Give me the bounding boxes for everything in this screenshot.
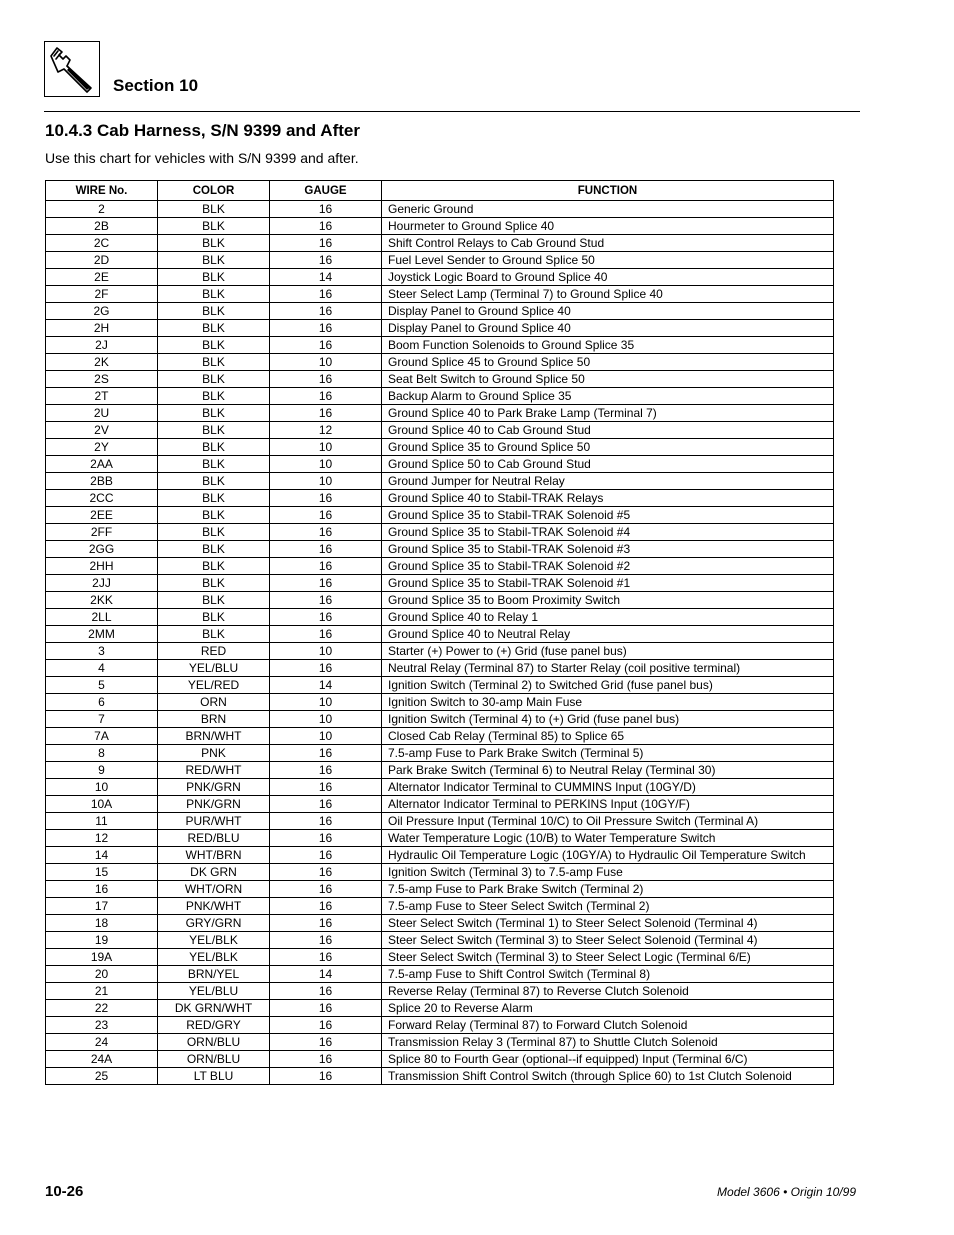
cell-gauge: 16: [270, 745, 382, 762]
cell-color: ORN: [158, 694, 270, 711]
header-wire-no: WIRE No.: [46, 181, 158, 201]
cell-wire-no: 2S: [46, 371, 158, 388]
table-row: [46, 490, 834, 507]
table-row: [46, 337, 834, 354]
cell-wire-no: 2J: [46, 337, 158, 354]
cell-function: Boom Function Solenoids to Ground Splice 35: [382, 337, 834, 354]
cell-function: Ground Splice 40 to Park Brake Lamp (Terminal 7): [382, 405, 834, 422]
cell-wire-no: 5: [46, 677, 158, 694]
table-row: [46, 643, 834, 660]
cell-wire-no: 2G: [46, 303, 158, 320]
table-row: [46, 915, 834, 932]
cell-function: Ignition Switch to 30-amp Main Fuse: [382, 694, 834, 711]
table-row: [46, 847, 834, 864]
table-row: [46, 405, 834, 422]
cell-function: Hourmeter to Ground Splice 40: [382, 218, 834, 235]
cell-color: BLK: [158, 320, 270, 337]
cell-wire-no: 19A: [46, 949, 158, 966]
cell-gauge: 16: [270, 575, 382, 592]
cell-color: BLK: [158, 524, 270, 541]
cell-color: BLK: [158, 218, 270, 235]
cell-wire-no: 2H: [46, 320, 158, 337]
cell-function: Closed Cab Relay (Terminal 85) to Splice 65: [382, 728, 834, 745]
table-row: [46, 286, 834, 303]
cell-wire-no: 24: [46, 1034, 158, 1051]
cell-wire-no: 2V: [46, 422, 158, 439]
cell-gauge: 14: [270, 677, 382, 694]
cell-function: 7.5-amp Fuse to Park Brake Switch (Terminal 2): [382, 881, 834, 898]
cell-gauge: 16: [270, 201, 382, 218]
cell-gauge: 16: [270, 405, 382, 422]
cell-color: BLK: [158, 575, 270, 592]
cell-gauge: 16: [270, 660, 382, 677]
cell-function: Joystick Logic Board to Ground Splice 40: [382, 269, 834, 286]
cell-wire-no: 2HH: [46, 558, 158, 575]
cell-wire-no: 16: [46, 881, 158, 898]
table-header-row: [46, 181, 834, 201]
footer-model: Model 3606 • Origin 10/99: [717, 1185, 856, 1199]
cell-function: Ground Splice 35 to Stabil-TRAK Solenoid #2: [382, 558, 834, 575]
table-row: [46, 983, 834, 1000]
table-row: [46, 575, 834, 592]
cell-color: WHT/BRN: [158, 847, 270, 864]
cell-color: BLK: [158, 286, 270, 303]
section-logo: [44, 41, 100, 97]
cell-color: LT BLU: [158, 1068, 270, 1085]
cell-wire-no: 22: [46, 1000, 158, 1017]
cell-gauge: 10: [270, 354, 382, 371]
cell-wire-no: 15: [46, 864, 158, 881]
cell-gauge: 16: [270, 847, 382, 864]
table-row: [46, 201, 834, 218]
cell-color: YEL/BLK: [158, 932, 270, 949]
cell-wire-no: 21: [46, 983, 158, 1000]
cell-color: BLK: [158, 201, 270, 218]
page-heading: 10.4.3 Cab Harness, S/N 9399 and After: [45, 121, 360, 140]
table-row: [46, 371, 834, 388]
cell-gauge: 16: [270, 303, 382, 320]
cell-color: RED/GRY: [158, 1017, 270, 1034]
cell-gauge: 16: [270, 490, 382, 507]
table-row: [46, 711, 834, 728]
cell-color: BLK: [158, 609, 270, 626]
cell-wire-no: 8: [46, 745, 158, 762]
header-function: FUNCTION: [382, 181, 834, 201]
cell-color: RED/BLU: [158, 830, 270, 847]
table-row: [46, 507, 834, 524]
cell-function: Ground Splice 45 to Ground Splice 50: [382, 354, 834, 371]
cell-gauge: 12: [270, 422, 382, 439]
cell-color: BLK: [158, 388, 270, 405]
cell-color: BLK: [158, 303, 270, 320]
cell-color: BLK: [158, 235, 270, 252]
cell-color: YEL/BLK: [158, 949, 270, 966]
table-row: [46, 898, 834, 915]
table-row: [46, 745, 834, 762]
cell-gauge: 16: [270, 286, 382, 303]
cell-function: Ground Splice 50 to Cab Ground Stud: [382, 456, 834, 473]
cell-color: DK GRN/WHT: [158, 1000, 270, 1017]
cell-gauge: 16: [270, 881, 382, 898]
cell-color: BRN/YEL: [158, 966, 270, 983]
cell-function: Transmission Shift Control Switch (through Splice 60) to 1st Clutch Solenoid: [382, 1068, 834, 1085]
cell-function: Steer Select Lamp (Terminal 7) to Ground Splice 40: [382, 286, 834, 303]
cell-wire-no: 2AA: [46, 456, 158, 473]
cell-gauge: 16: [270, 1051, 382, 1068]
cell-wire-no: 9: [46, 762, 158, 779]
table-row: [46, 320, 834, 337]
cell-gauge: 16: [270, 388, 382, 405]
cell-wire-no: 2E: [46, 269, 158, 286]
table-row: [46, 303, 834, 320]
cell-color: PNK: [158, 745, 270, 762]
cell-function: Ignition Switch (Terminal 3) to 7.5-amp Fuse: [382, 864, 834, 881]
cell-color: BLK: [158, 371, 270, 388]
cell-gauge: 14: [270, 269, 382, 286]
cell-gauge: 16: [270, 813, 382, 830]
cell-function: 7.5-amp Fuse to Steer Select Switch (Terminal 2): [382, 898, 834, 915]
cell-gauge: 16: [270, 1017, 382, 1034]
cell-gauge: 16: [270, 779, 382, 796]
cell-gauge: 16: [270, 1000, 382, 1017]
cell-wire-no: 11: [46, 813, 158, 830]
cell-function: Water Temperature Logic (10/B) to Water Temperature Switch: [382, 830, 834, 847]
cell-color: PNK/WHT: [158, 898, 270, 915]
cell-gauge: 16: [270, 541, 382, 558]
cell-gauge: 16: [270, 626, 382, 643]
table-row: [46, 592, 834, 609]
cell-function: Fuel Level Sender to Ground Splice 50: [382, 252, 834, 269]
cell-wire-no: 2D: [46, 252, 158, 269]
cell-function: Steer Select Switch (Terminal 1) to Steer Select Solenoid (Terminal 4): [382, 915, 834, 932]
cell-function: Ignition Switch (Terminal 4) to (+) Grid (fuse panel bus): [382, 711, 834, 728]
cell-wire-no: 17: [46, 898, 158, 915]
cell-wire-no: 12: [46, 830, 158, 847]
cell-color: BLK: [158, 354, 270, 371]
cell-wire-no: 2EE: [46, 507, 158, 524]
cell-color: PUR/WHT: [158, 813, 270, 830]
cell-wire-no: 25: [46, 1068, 158, 1085]
table-row: [46, 694, 834, 711]
cell-function: Reverse Relay (Terminal 87) to Reverse Clutch Solenoid: [382, 983, 834, 1000]
cell-wire-no: 23: [46, 1017, 158, 1034]
cell-wire-no: 4: [46, 660, 158, 677]
cell-function: Display Panel to Ground Splice 40: [382, 303, 834, 320]
header-divider: [44, 111, 860, 112]
cell-function: Ground Splice 35 to Stabil-TRAK Solenoid #3: [382, 541, 834, 558]
table-row: [46, 558, 834, 575]
cell-function: Ground Splice 40 to Neutral Relay: [382, 626, 834, 643]
cell-wire-no: 2BB: [46, 473, 158, 490]
cell-gauge: 10: [270, 439, 382, 456]
cell-wire-no: 2CC: [46, 490, 158, 507]
cell-color: BLK: [158, 269, 270, 286]
cell-gauge: 10: [270, 711, 382, 728]
cell-function: Oil Pressure Input (Terminal 10/C) to Oil Pressure Switch (Terminal A): [382, 813, 834, 830]
cell-function: Park Brake Switch (Terminal 6) to Neutral Relay (Terminal 30): [382, 762, 834, 779]
header-color: COLOR: [158, 181, 270, 201]
cell-function: Ground Splice 40 to Stabil-TRAK Relays: [382, 490, 834, 507]
cell-wire-no: 10: [46, 779, 158, 796]
cell-gauge: 16: [270, 609, 382, 626]
cell-wire-no: 2B: [46, 218, 158, 235]
table-row: [46, 422, 834, 439]
cell-wire-no: 2LL: [46, 609, 158, 626]
table-row: [46, 677, 834, 694]
cell-color: BLK: [158, 422, 270, 439]
table-row: [46, 541, 834, 558]
wire-chart-table: [45, 180, 834, 1085]
cell-wire-no: 2KK: [46, 592, 158, 609]
cell-function: Alternator Indicator Terminal to CUMMINS Input (10GY/D): [382, 779, 834, 796]
cell-color: BRN: [158, 711, 270, 728]
cell-wire-no: 2K: [46, 354, 158, 371]
cell-gauge: 10: [270, 728, 382, 745]
cell-wire-no: 10A: [46, 796, 158, 813]
cell-function: Ground Splice 35 to Stabil-TRAK Solenoid #4: [382, 524, 834, 541]
table-row: [46, 966, 834, 983]
cell-gauge: 14: [270, 966, 382, 983]
cell-color: BLK: [158, 337, 270, 354]
table-row: [46, 1017, 834, 1034]
cell-color: BLK: [158, 507, 270, 524]
cell-wire-no: 6: [46, 694, 158, 711]
cell-function: Seat Belt Switch to Ground Splice 50: [382, 371, 834, 388]
cell-color: BLK: [158, 558, 270, 575]
cell-function: Neutral Relay (Terminal 87) to Starter Relay (coil positive terminal): [382, 660, 834, 677]
cell-color: BLK: [158, 456, 270, 473]
cell-gauge: 16: [270, 320, 382, 337]
cell-gauge: 10: [270, 694, 382, 711]
cell-color: BLK: [158, 541, 270, 558]
cell-gauge: 16: [270, 932, 382, 949]
cell-gauge: 16: [270, 1068, 382, 1085]
cell-wire-no: 20: [46, 966, 158, 983]
cell-gauge: 16: [270, 592, 382, 609]
cell-gauge: 10: [270, 473, 382, 490]
cell-gauge: 16: [270, 864, 382, 881]
table-row: [46, 949, 834, 966]
cell-wire-no: 2FF: [46, 524, 158, 541]
cell-gauge: 16: [270, 218, 382, 235]
cell-function: Transmission Relay 3 (Terminal 87) to Shuttle Clutch Solenoid: [382, 1034, 834, 1051]
cell-color: PNK/GRN: [158, 779, 270, 796]
cell-gauge: 16: [270, 1034, 382, 1051]
cell-gauge: 16: [270, 830, 382, 847]
cell-color: YEL/BLU: [158, 983, 270, 1000]
cell-function: Ignition Switch (Terminal 2) to Switched Grid (fuse panel bus): [382, 677, 834, 694]
table-row: [46, 439, 834, 456]
cell-function: Ground Splice 35 to Stabil-TRAK Solenoid #5: [382, 507, 834, 524]
section-title: Section 10: [113, 76, 199, 95]
cell-color: BLK: [158, 626, 270, 643]
table-row: [46, 1034, 834, 1051]
cell-color: RED: [158, 643, 270, 660]
cell-wire-no: 24A: [46, 1051, 158, 1068]
cell-wire-no: 2GG: [46, 541, 158, 558]
table-row: [46, 1068, 834, 1085]
cell-color: RED/WHT: [158, 762, 270, 779]
cell-color: BLK: [158, 252, 270, 269]
cell-wire-no: 2JJ: [46, 575, 158, 592]
cell-function: Hydraulic Oil Temperature Logic (10GY/A) to Hydraulic Oil Temperature Switch: [382, 847, 834, 864]
table-row: [46, 813, 834, 830]
cell-wire-no: 2C: [46, 235, 158, 252]
table-row: [46, 235, 834, 252]
cell-wire-no: 2: [46, 201, 158, 218]
table-row: [46, 269, 834, 286]
cell-function: Ground Jumper for Neutral Relay: [382, 473, 834, 490]
table-row: [46, 830, 834, 847]
table-row: [46, 762, 834, 779]
cell-gauge: 16: [270, 983, 382, 1000]
cell-gauge: 10: [270, 456, 382, 473]
table-row: [46, 456, 834, 473]
cell-gauge: 16: [270, 524, 382, 541]
cell-function: Display Panel to Ground Splice 40: [382, 320, 834, 337]
table-row: [46, 932, 834, 949]
cell-function: Forward Relay (Terminal 87) to Forward Clutch Solenoid: [382, 1017, 834, 1034]
table-row: [46, 252, 834, 269]
table-row: [46, 626, 834, 643]
cell-gauge: 16: [270, 371, 382, 388]
table-row: [46, 609, 834, 626]
table-row: [46, 660, 834, 677]
wrench-icon: [47, 44, 97, 94]
table-row: [46, 218, 834, 235]
table-row: [46, 779, 834, 796]
cell-wire-no: 19: [46, 932, 158, 949]
cell-function: 7.5-amp Fuse to Park Brake Switch (Terminal 5): [382, 745, 834, 762]
cell-wire-no: 2MM: [46, 626, 158, 643]
cell-function: Steer Select Switch (Terminal 3) to Steer Select Solenoid (Terminal 4): [382, 932, 834, 949]
cell-function: Ground Splice 35 to Ground Splice 50: [382, 439, 834, 456]
cell-wire-no: 2F: [46, 286, 158, 303]
cell-function: Ground Splice 35 to Stabil-TRAK Solenoid #1: [382, 575, 834, 592]
cell-color: YEL/BLU: [158, 660, 270, 677]
cell-color: WHT/ORN: [158, 881, 270, 898]
cell-color: DK GRN: [158, 864, 270, 881]
cell-color: ORN/BLU: [158, 1051, 270, 1068]
table-row: [46, 388, 834, 405]
cell-color: PNK/GRN: [158, 796, 270, 813]
cell-function: Generic Ground: [382, 201, 834, 218]
cell-color: ORN/BLU: [158, 1034, 270, 1051]
cell-function: 7.5-amp Fuse to Shift Control Switch (Terminal 8): [382, 966, 834, 983]
cell-function: Starter (+) Power to (+) Grid (fuse panel bus): [382, 643, 834, 660]
cell-color: BLK: [158, 473, 270, 490]
cell-function: Ground Splice 35 to Boom Proximity Switch: [382, 592, 834, 609]
cell-gauge: 16: [270, 915, 382, 932]
cell-gauge: 16: [270, 252, 382, 269]
table-row: [46, 796, 834, 813]
header-gauge: GAUGE: [270, 181, 382, 201]
cell-gauge: 16: [270, 898, 382, 915]
cell-wire-no: 7A: [46, 728, 158, 745]
cell-gauge: 16: [270, 796, 382, 813]
cell-wire-no: 14: [46, 847, 158, 864]
cell-color: BLK: [158, 490, 270, 507]
cell-wire-no: 3: [46, 643, 158, 660]
cell-function: Splice 80 to Fourth Gear (optional--if equipped) Input (Terminal 6/C): [382, 1051, 834, 1068]
table-row: [46, 728, 834, 745]
cell-gauge: 16: [270, 337, 382, 354]
cell-wire-no: 2T: [46, 388, 158, 405]
cell-gauge: 16: [270, 507, 382, 524]
cell-function: Splice 20 to Reverse Alarm: [382, 1000, 834, 1017]
cell-gauge: 16: [270, 558, 382, 575]
table-row: [46, 1051, 834, 1068]
cell-wire-no: 7: [46, 711, 158, 728]
cell-color: BLK: [158, 439, 270, 456]
cell-function: Steer Select Switch (Terminal 3) to Steer Select Logic (Terminal 6/E): [382, 949, 834, 966]
cell-wire-no: 2U: [46, 405, 158, 422]
cell-wire-no: 2Y: [46, 439, 158, 456]
table-row: [46, 881, 834, 898]
cell-color: BRN/WHT: [158, 728, 270, 745]
cell-color: BLK: [158, 405, 270, 422]
cell-function: Ground Splice 40 to Cab Ground Stud: [382, 422, 834, 439]
cell-function: Backup Alarm to Ground Splice 35: [382, 388, 834, 405]
table-row: [46, 473, 834, 490]
table-row: [46, 354, 834, 371]
cell-gauge: 16: [270, 235, 382, 252]
cell-color: YEL/RED: [158, 677, 270, 694]
intro-text: Use this chart for vehicles with S/N 9399 and after.: [45, 150, 359, 166]
table-body: [46, 201, 834, 1085]
table-row: [46, 524, 834, 541]
cell-function: Alternator Indicator Terminal to PERKINS Input (10GY/F): [382, 796, 834, 813]
cell-function: Ground Splice 40 to Relay 1: [382, 609, 834, 626]
cell-gauge: 10: [270, 643, 382, 660]
cell-gauge: 16: [270, 949, 382, 966]
page-number: 10-26: [45, 1183, 84, 1200]
table-row: [46, 864, 834, 881]
table-row: [46, 1000, 834, 1017]
cell-color: BLK: [158, 592, 270, 609]
cell-wire-no: 18: [46, 915, 158, 932]
cell-gauge: 16: [270, 762, 382, 779]
cell-function: Shift Control Relays to Cab Ground Stud: [382, 235, 834, 252]
cell-color: GRY/GRN: [158, 915, 270, 932]
